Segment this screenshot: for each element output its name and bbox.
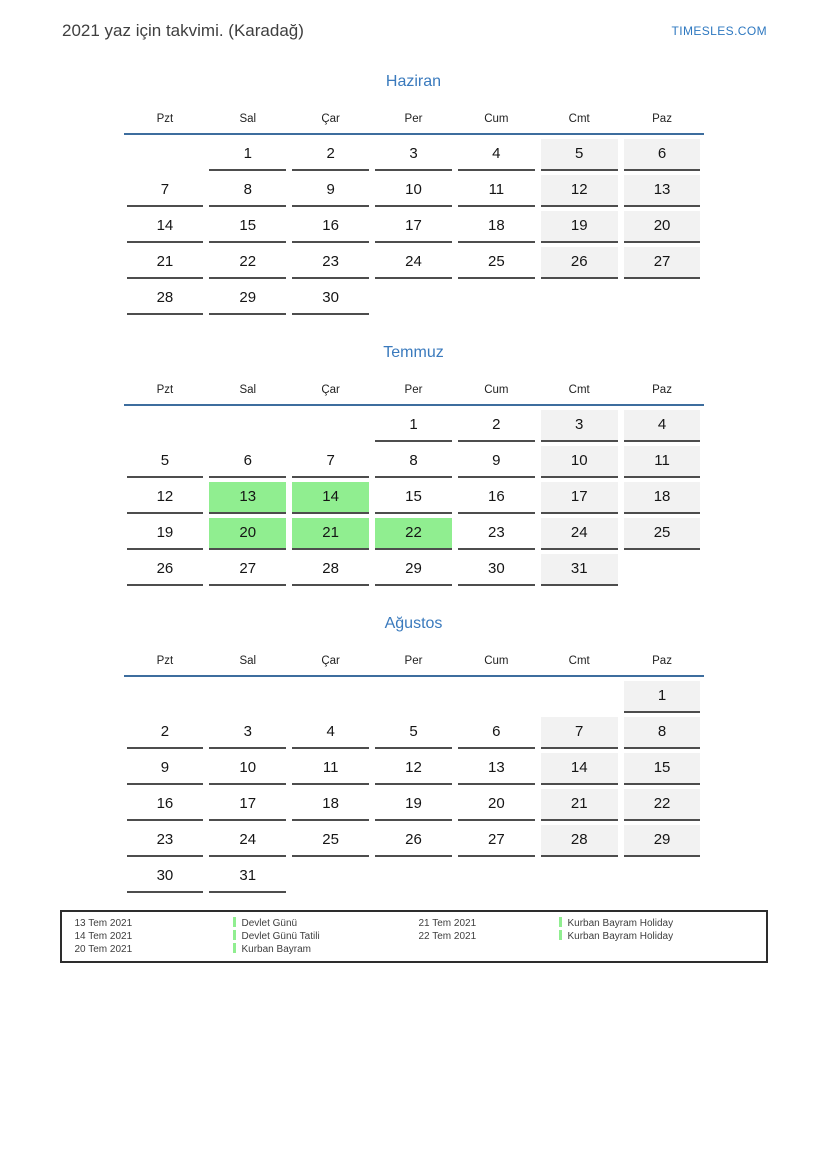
day-cell-empty (292, 410, 369, 442)
day-cell-empty (127, 681, 204, 713)
day-cell-haziran-10: 10 (375, 175, 452, 207)
page-title: 2021 yaz için takvimi. (Karadağ) (62, 21, 304, 40)
day-cell-empty (458, 861, 535, 893)
weekday-label: Cum (484, 113, 509, 125)
day-cell-temmuz-9: 9 (458, 446, 535, 478)
legend-holiday-label: Devlet Günü (241, 918, 298, 929)
day-cell-empty (209, 681, 286, 713)
day-cell-haziran-27: 27 (624, 247, 701, 279)
day-cell-temmuz-28: 28 (292, 554, 369, 586)
weekday-label: Cum (484, 384, 509, 396)
month-title-temmuz: Temmuz (383, 344, 444, 361)
day-cell-ağustos-15: 15 (624, 753, 701, 785)
legend-holiday-name (233, 917, 419, 930)
day-cell-ağustos-11: 11 (292, 753, 369, 785)
day-cell-temmuz-21: 21 (292, 518, 369, 550)
week-row (124, 171, 704, 207)
day-cell-haziran-18: 18 (458, 211, 535, 243)
month-section-temmuz (124, 343, 704, 586)
holiday-marker-icon (233, 943, 236, 953)
legend-date: 13 Tem 2021 (74, 918, 133, 929)
day-cell-haziran-9: 9 (292, 175, 369, 207)
legend-holiday-label: Devlet Günü Tatili (241, 931, 320, 942)
month-section-ağustos (124, 614, 704, 893)
day-cell-empty (375, 283, 452, 315)
holiday-marker-icon (233, 930, 236, 940)
week-row (124, 785, 704, 821)
day-cell-ağustos-31: 31 (209, 861, 286, 893)
day-cell-temmuz-15: 15 (375, 482, 452, 514)
day-cell-empty (209, 410, 286, 442)
weekday-label: Pzt (156, 113, 174, 125)
day-cell-haziran-1: 1 (209, 139, 286, 171)
day-cell-empty (541, 283, 618, 315)
day-cell-haziran-4: 4 (458, 139, 535, 171)
day-cell-haziran-14: 14 (127, 211, 204, 243)
week-row (124, 550, 704, 586)
day-cell-ağustos-5: 5 (375, 717, 452, 749)
day-cell-temmuz-8: 8 (375, 446, 452, 478)
day-cell-ağustos-12: 12 (375, 753, 452, 785)
legend-holiday-label: Kurban Bayram Holiday (567, 931, 674, 942)
day-cell-ağustos-26: 26 (375, 825, 452, 857)
day-cell-haziran-19: 19 (541, 211, 618, 243)
day-cell-temmuz-1: 1 (375, 410, 452, 442)
day-cell-haziran-24: 24 (375, 247, 452, 279)
day-cell-haziran-28: 28 (127, 283, 204, 315)
day-cell-ağustos-21: 21 (541, 789, 618, 821)
week-row (124, 207, 704, 243)
day-cell-empty (458, 681, 535, 713)
day-cell-empty (624, 283, 701, 315)
day-cell-ağustos-1: 1 (624, 681, 701, 713)
weekday-header-row (124, 648, 704, 677)
day-cell-ağustos-25: 25 (292, 825, 369, 857)
day-cell-empty (127, 410, 204, 442)
weekday-label: Çar (321, 113, 340, 125)
week-row (124, 243, 704, 279)
weekday-label: Cmt (568, 384, 590, 396)
week-row (124, 406, 704, 442)
day-cell-temmuz-5: 5 (127, 446, 204, 478)
day-cell-haziran-21: 21 (127, 247, 204, 279)
weekday-label: Sal (239, 655, 257, 667)
weekday-label: Cmt (568, 655, 590, 667)
day-cell-temmuz-29: 29 (375, 554, 452, 586)
day-cell-haziran-13: 13 (624, 175, 701, 207)
day-cell-haziran-8: 8 (209, 175, 286, 207)
day-cell-temmuz-13: 13 (209, 482, 286, 514)
week-row (124, 478, 704, 514)
day-cell-temmuz-11: 11 (624, 446, 701, 478)
day-cell-haziran-29: 29 (209, 283, 286, 315)
day-cell-ağustos-9: 9 (127, 753, 204, 785)
day-cell-haziran-22: 22 (209, 247, 286, 279)
day-cell-ağustos-8: 8 (624, 717, 701, 749)
day-cell-temmuz-17: 17 (541, 482, 618, 514)
months-container (0, 72, 827, 893)
day-cell-haziran-16: 16 (292, 211, 369, 243)
day-cell-ağustos-20: 20 (458, 789, 535, 821)
legend-date: 21 Tem 2021 (418, 918, 477, 929)
day-cell-empty (541, 861, 618, 893)
holiday-marker-icon (233, 917, 236, 927)
holiday-legend (60, 910, 768, 963)
day-cell-temmuz-2: 2 (458, 410, 535, 442)
legend-holiday-label: Kurban Bayram (241, 944, 311, 955)
weekday-label: Pzt (156, 655, 174, 667)
day-cell-empty (292, 681, 369, 713)
day-cell-temmuz-18: 18 (624, 482, 701, 514)
day-cell-ağustos-13: 13 (458, 753, 535, 785)
legend-holiday-name (559, 917, 760, 930)
day-cell-temmuz-3: 3 (541, 410, 618, 442)
day-cell-empty (375, 681, 452, 713)
day-cell-ağustos-3: 3 (209, 717, 286, 749)
month-title-haziran: Haziran (385, 73, 442, 90)
day-cell-temmuz-23: 23 (458, 518, 535, 550)
legend-date (419, 943, 559, 956)
day-cell-ağustos-2: 2 (127, 717, 204, 749)
day-cell-temmuz-4: 4 (624, 410, 701, 442)
week-row (124, 514, 704, 550)
day-cell-ağustos-6: 6 (458, 717, 535, 749)
day-cell-haziran-23: 23 (292, 247, 369, 279)
top-bar (0, 0, 827, 42)
day-cell-haziran-5: 5 (541, 139, 618, 171)
day-cell-ağustos-16: 16 (127, 789, 204, 821)
day-cell-temmuz-27: 27 (209, 554, 286, 586)
weekday-label: Paz (652, 113, 672, 125)
weekday-label: Cum (484, 655, 509, 667)
day-cell-temmuz-10: 10 (541, 446, 618, 478)
day-cell-haziran-6: 6 (624, 139, 701, 171)
day-cell-haziran-12: 12 (541, 175, 618, 207)
day-cell-haziran-26: 26 (541, 247, 618, 279)
day-cell-temmuz-22: 22 (375, 518, 452, 550)
day-cell-ağustos-18: 18 (292, 789, 369, 821)
day-cell-ağustos-4: 4 (292, 717, 369, 749)
weekday-label: Per (404, 655, 423, 667)
weekday-header-row (124, 377, 704, 406)
day-cell-haziran-30: 30 (292, 283, 369, 315)
legend-holiday-name (559, 943, 760, 956)
day-cell-haziran-3: 3 (375, 139, 452, 171)
holiday-marker-icon (559, 917, 562, 927)
day-cell-ağustos-27: 27 (458, 825, 535, 857)
holiday-marker-icon (559, 930, 562, 940)
day-cell-empty (292, 861, 369, 893)
day-cell-empty (375, 861, 452, 893)
week-row (124, 677, 704, 713)
day-cell-temmuz-7: 7 (292, 446, 369, 478)
legend-holiday-name (233, 930, 419, 943)
legend-holiday-name (233, 943, 419, 956)
day-cell-ağustos-24: 24 (209, 825, 286, 857)
weekday-label: Cmt (568, 113, 590, 125)
day-cell-ağustos-17: 17 (209, 789, 286, 821)
day-cell-haziran-11: 11 (458, 175, 535, 207)
week-row (124, 749, 704, 785)
day-cell-temmuz-12: 12 (127, 482, 204, 514)
day-cell-temmuz-19: 19 (127, 518, 204, 550)
day-cell-haziran-7: 7 (127, 175, 204, 207)
week-row (124, 135, 704, 171)
weekday-label: Per (404, 384, 423, 396)
month-title-ağustos: Ağustos (384, 615, 443, 632)
day-cell-temmuz-30: 30 (458, 554, 535, 586)
weekday-label: Paz (652, 655, 672, 667)
week-row (124, 821, 704, 857)
day-cell-ağustos-14: 14 (541, 753, 618, 785)
site-logo-link[interactable]: TIMESLES.COM (671, 24, 767, 38)
day-cell-temmuz-24: 24 (541, 518, 618, 550)
day-cell-empty (127, 139, 204, 171)
week-row (124, 713, 704, 749)
day-cell-haziran-2: 2 (292, 139, 369, 171)
legend-holiday-name (559, 930, 760, 943)
day-cell-temmuz-16: 16 (458, 482, 535, 514)
day-cell-empty (541, 681, 618, 713)
weekday-label: Per (404, 113, 423, 125)
day-cell-ağustos-19: 19 (375, 789, 452, 821)
day-cell-ağustos-23: 23 (127, 825, 204, 857)
day-cell-haziran-25: 25 (458, 247, 535, 279)
day-cell-temmuz-20: 20 (209, 518, 286, 550)
legend-date: 14 Tem 2021 (74, 931, 133, 942)
day-cell-ağustos-7: 7 (541, 717, 618, 749)
legend-date: 22 Tem 2021 (418, 931, 477, 942)
day-cell-empty (624, 861, 701, 893)
day-cell-temmuz-25: 25 (624, 518, 701, 550)
day-cell-ağustos-22: 22 (624, 789, 701, 821)
day-cell-haziran-20: 20 (624, 211, 701, 243)
legend-date: 20 Tem 2021 (74, 944, 133, 955)
day-cell-ağustos-30: 30 (127, 861, 204, 893)
weekday-label: Sal (239, 113, 257, 125)
week-row (124, 279, 704, 315)
day-cell-ağustos-28: 28 (541, 825, 618, 857)
weekday-label: Paz (652, 384, 672, 396)
month-section-haziran (124, 72, 704, 315)
day-cell-temmuz-31: 31 (541, 554, 618, 586)
legend-holiday-label: Kurban Bayram Holiday (567, 918, 674, 929)
week-row (124, 442, 704, 478)
weekday-header-row (124, 106, 704, 135)
weekday-label: Pzt (156, 384, 174, 396)
day-cell-empty (624, 554, 701, 586)
day-cell-haziran-15: 15 (209, 211, 286, 243)
day-cell-temmuz-14: 14 (292, 482, 369, 514)
day-cell-temmuz-26: 26 (127, 554, 204, 586)
day-cell-haziran-17: 17 (375, 211, 452, 243)
week-row (124, 857, 704, 893)
weekday-label: Sal (239, 384, 257, 396)
weekday-label: Çar (321, 655, 340, 667)
day-cell-empty (458, 283, 535, 315)
weekday-label: Çar (321, 384, 340, 396)
day-cell-temmuz-6: 6 (209, 446, 286, 478)
day-cell-ağustos-29: 29 (624, 825, 701, 857)
day-cell-ağustos-10: 10 (209, 753, 286, 785)
